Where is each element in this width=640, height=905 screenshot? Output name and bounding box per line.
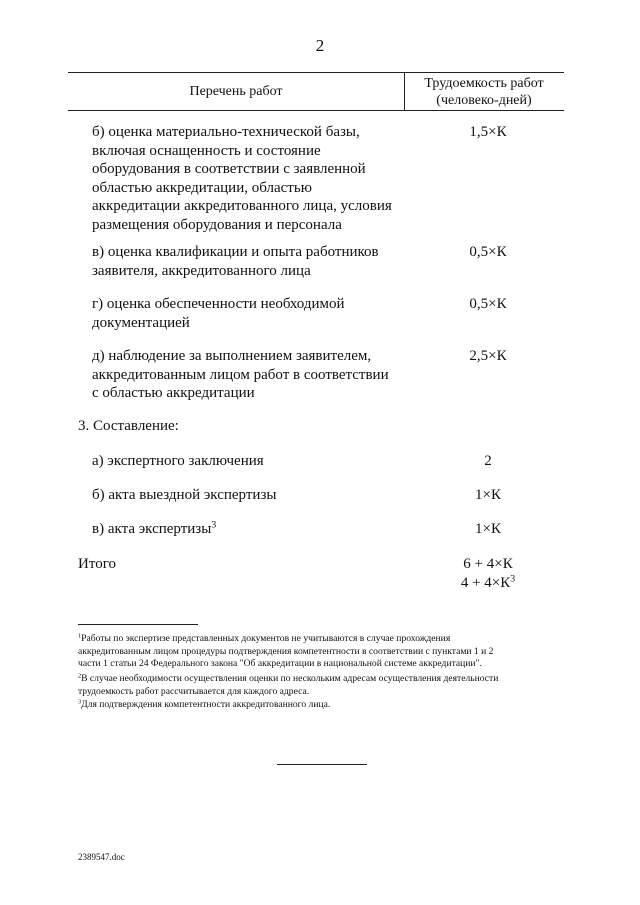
row-3v-text: в) акта экспертизы	[92, 521, 212, 537]
footnote-separator	[78, 624, 198, 625]
row-b-value: 1,5×К	[469, 124, 507, 140]
total-label: Итого	[78, 556, 116, 572]
row-d-line: аккредитованным лицом работ в соответствии	[92, 366, 389, 383]
row-v-line: заявителя, аккредитованного лица	[92, 262, 311, 279]
total-value-2-footnote-ref: 3	[510, 573, 516, 585]
header-labor-line1: Трудоемкость работ	[424, 76, 544, 91]
total-value-1: 6 + 4×К	[463, 556, 513, 572]
footnote-2-text: В случае необходимости осуществления оценки по нескольким адресам осуществления деятельности	[81, 673, 499, 684]
row-3v-value: 1×К	[475, 521, 501, 537]
row-b-line: областью аккредитации, областью	[92, 179, 312, 196]
row-g-line: документацией	[92, 314, 190, 331]
footnote-3	[78, 699, 562, 712]
document-id: 2389547.doc	[78, 852, 125, 862]
footnote-1-text: Работы по экспертизе представленных документов не учитываются в случае прохождения	[81, 633, 451, 644]
footnote-1-line: аккредитованным лицом процедуры подтверждения компетентности в соответствии с пунктами 1 и 2	[78, 645, 494, 657]
footnote-2-num: 2	[78, 672, 82, 680]
row-g-value: 0,5×К	[469, 296, 507, 312]
row-3a-label: а) экспертного заключения	[92, 453, 264, 469]
row-g-line: г) оценка обеспеченности необходимой	[92, 296, 345, 312]
footnote-1-line	[78, 633, 562, 646]
row-d-line: с областью аккредитации	[92, 385, 255, 401]
row-v-text	[92, 243, 412, 280]
row-b-line: включая оснащенность и состояние	[92, 142, 321, 159]
row-b-line: оборудования в соответствии с заявленной	[92, 161, 366, 177]
row-3v-label	[92, 520, 216, 539]
end-rule	[277, 764, 367, 765]
footnote-1-line: части 1 статьи 24 Федерального закона "Об аккредитации в национальной системе аккредитации".	[78, 658, 482, 670]
page-number: 2	[315, 36, 325, 55]
header-labor-line2: (человеко-дней)	[436, 93, 532, 108]
row-v-line: в) оценка квалификации и опыта работников	[92, 244, 379, 260]
row-v-value: 0,5×К	[469, 244, 507, 260]
footnote-3-line	[78, 699, 562, 712]
footnote-3-num: 3	[78, 698, 82, 706]
header-labor-intensity	[404, 75, 564, 109]
footnote-1-num: 1	[78, 632, 82, 640]
row-3v-footnote-ref: 3	[211, 519, 217, 531]
footnote-2-line	[78, 673, 562, 686]
row-3b-label: б) акта выездной экспертизы	[92, 487, 277, 503]
header-works-list: Перечень работ	[189, 84, 283, 99]
row-b-line: аккредитации аккредитованного лица, условия	[92, 198, 392, 214]
table-top-rule	[68, 72, 564, 73]
footnote-2-line: трудоемкость работ рассчитывается для каждого адреса.	[78, 685, 310, 697]
table-header-bottom-rule	[68, 110, 564, 111]
total-value-2	[428, 574, 548, 593]
row-d-value: 2,5×К	[469, 348, 507, 364]
row-3a-value: 2	[484, 453, 492, 469]
footnote-2	[78, 673, 562, 698]
row-b-line: б) оценка материально-технической базы,	[92, 124, 360, 140]
footnote-3-text: Для подтверждения компетентности аккредитованного лица.	[81, 699, 331, 710]
total-value-2-text: 4 + 4×К	[460, 575, 511, 591]
row-g-text	[92, 295, 412, 332]
footnote-1	[78, 633, 562, 671]
row-b-line: размещения оборудования и персонала	[92, 216, 342, 233]
section-3-title: 3. Составление:	[78, 418, 179, 434]
row-3b-value: 1×К	[475, 487, 501, 503]
row-b-text	[92, 123, 412, 234]
row-d-text	[92, 347, 412, 403]
row-d-line: д) наблюдение за выполнением заявителем,	[92, 348, 372, 364]
